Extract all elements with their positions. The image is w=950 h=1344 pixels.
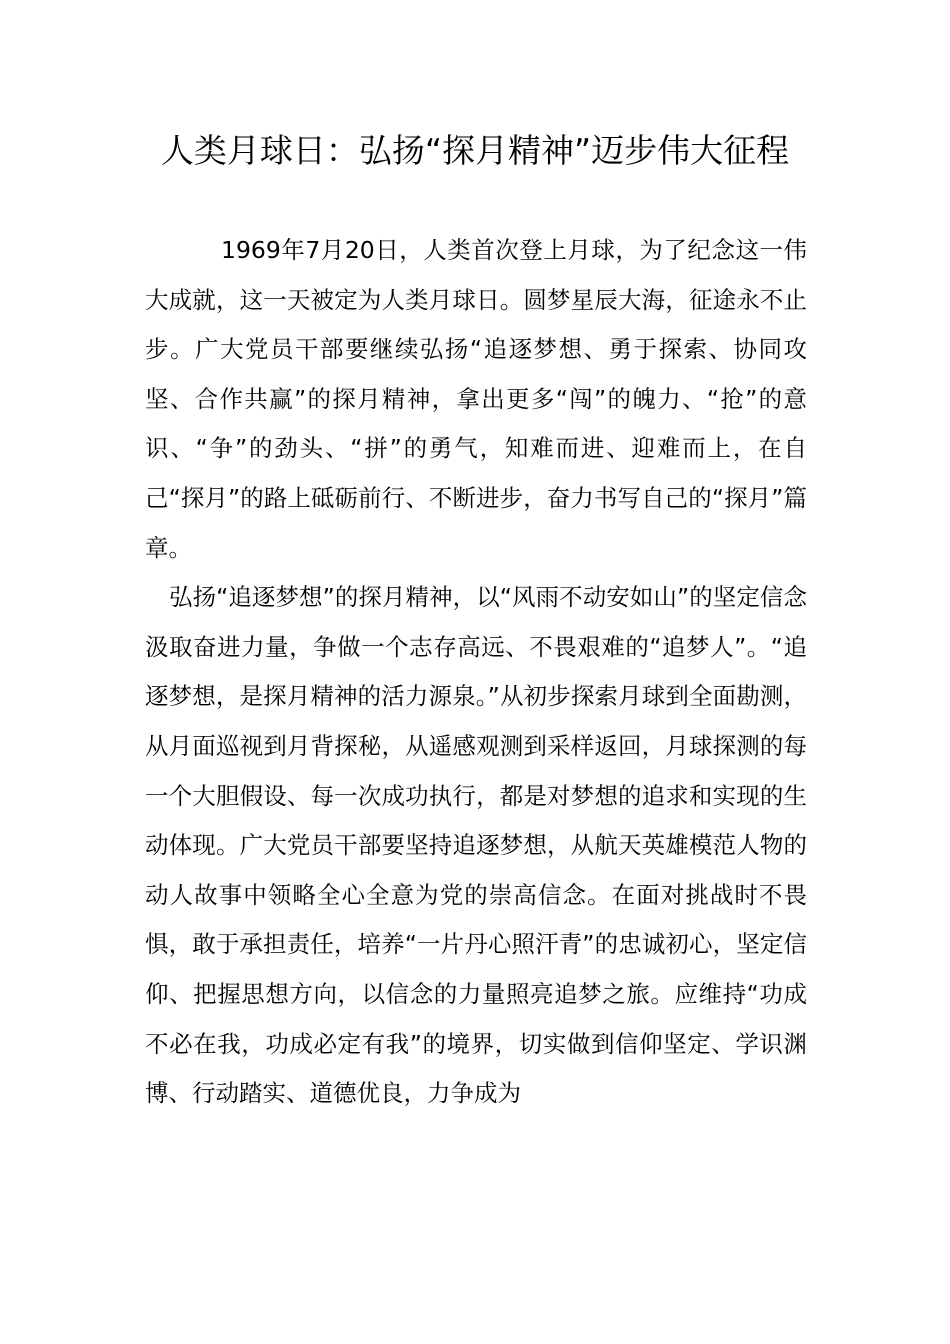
paragraph-2: 弘扬“追逐梦想”的探月精神，以“风雨不动安如山”的坚定信念汲取奋进力量，争做一个志存高远、不畏艰难的“追梦人”。“追逐梦想，是探月精神的活力源泉。”从初步探索月球到全面勘测，从月面巡视到月背探秘，从遥感观测到采样返回，月球探测的每一个大胆假设、每一次成功执行，都是对梦想的追求和实现的生动体现。广大党员干部要坚持追逐梦想，从航天英雄模范人物的动人故事中领略全心全意为党的崇高信念。在面对挑战时不畏惧，敢于承担责任，培养“一片丹心照汗青”的忠诚初心，坚定信仰、把握思想方向，以信念的力量照亮追梦之旅。应维持“功成不必在我，功成必定有我”的境界，切实做到信仰坚定、学识渊博、行动踏实、道德优良，力争成为 xyxy=(145,583,807,1108)
document-body xyxy=(145,226,807,1119)
document-title: 人类月球日：弘扬“探月精神”迈步伟大征程 xyxy=(160,131,790,170)
paragraph-1: 1969年7月20日，人类首次登上月球，为了纪念这一伟大成就，这一天被定为人类月球日。圆梦星辰大海，征途永不止步。广大党员干部要继续弘扬“追逐梦想、勇于探索、协同攻坚、合作共赢”的探月精神，拿出更多“闯”的魄力、“抢”的意识、“争”的劲头、“拼”的勇气，知难而进、迎难而上，在自己“探月”的路上砥砺前行、不断进步，奋力书写自己的“探月”篇章。 xyxy=(145,236,807,562)
